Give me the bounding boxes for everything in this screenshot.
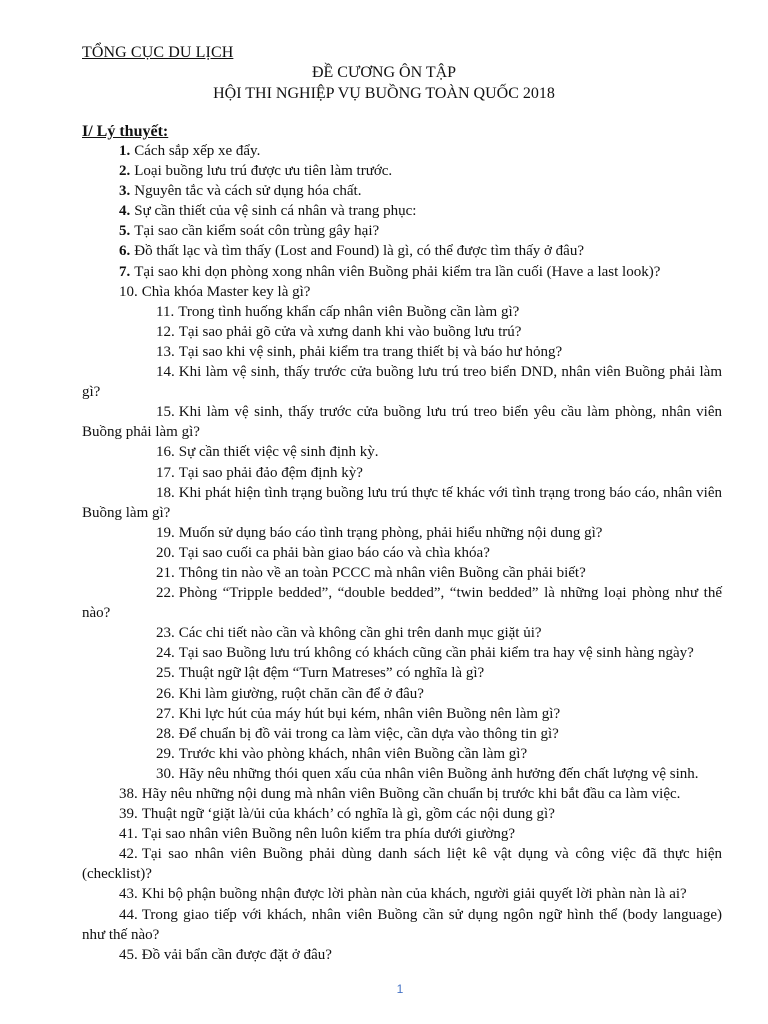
question-item <box>82 844 722 884</box>
question-item <box>82 342 722 362</box>
question-item <box>82 523 722 543</box>
question-text: Trong giao tiếp với khách, nhân viên Buồng cần sử dụng ngôn ngữ hình thể (body language) như thế nào? <box>82 906 722 943</box>
question-text: Tại sao Buồng lưu trú không có khách cũng cần phải kiểm tra hay vệ sinh hàng ngày? <box>178 645 694 662</box>
question-text: Tại sao cần kiểm soát côn trùng gây hại? <box>134 223 380 240</box>
question-item <box>82 282 722 302</box>
question-item <box>82 583 722 623</box>
question-text: Phòng “Tripple bedded”, “double bedded”, “twin bedded” là những loại phòng như thế nào? <box>82 585 722 622</box>
question-number: 2. <box>119 163 131 180</box>
question-number: 22. <box>156 585 175 602</box>
question-item <box>82 402 722 442</box>
question-text: Tại sao khi dọn phòng xong nhân viên Buồng phải kiểm tra lần cuối (Have a last look)? <box>134 263 661 280</box>
question-item <box>82 262 722 282</box>
question-text: Tại sao cuối ca phải bàn giao báo cáo và chìa khóa? <box>178 544 490 561</box>
question-text: Thông tin nào về an toàn PCCC mà nhân viên Buồng cần phải biết? <box>178 564 586 581</box>
question-item <box>82 643 722 663</box>
question-number: 18. <box>156 484 175 501</box>
question-number: 3. <box>119 183 131 200</box>
question-number: 23. <box>156 625 175 642</box>
question-number: 17. <box>156 464 175 481</box>
question-text: Thuật ngữ ‘giặt là/ủi của khách’ có nghĩa là gì, gồm các nội dung gì? <box>141 806 555 823</box>
question-text: Trong tình huống khẩn cấp nhân viên Buồng cần làm gì? <box>178 303 520 320</box>
question-number: 11. <box>156 303 175 320</box>
question-item <box>82 884 722 904</box>
question-number: 44. <box>119 906 138 923</box>
question-item <box>82 201 722 221</box>
question-number: 16. <box>156 444 175 461</box>
question-number: 43. <box>119 886 138 903</box>
question-text: Tại sao nhân viên Buồng nên luôn kiểm tra phía dưới giường? <box>141 826 516 843</box>
question-number: 1. <box>119 143 131 159</box>
question-item <box>82 442 722 462</box>
question-item <box>82 804 722 824</box>
question-item <box>82 221 722 241</box>
question-item <box>82 483 722 523</box>
question-number: 42. <box>119 846 138 863</box>
question-text: Khi phát hiện tình trạng buồng lưu trú thực tế khác với tình trạng trong báo cáo, nhân viên Buồng làm gì? <box>82 484 722 521</box>
question-number: 19. <box>156 524 175 541</box>
question-number: 26. <box>156 685 175 702</box>
question-text: Hãy nêu những thói quen xấu của nhân viên Buồng ảnh hưởng đến chất lượng vệ sinh. <box>178 765 699 782</box>
question-item <box>82 764 722 784</box>
question-item <box>82 463 722 483</box>
question-number: 21. <box>156 564 175 581</box>
question-text: Hãy nêu những nội dung mà nhân viên Buồng cần chuẩn bị trước khi bắt đầu ca làm việc. <box>141 786 681 802</box>
question-number: 15. <box>156 404 175 421</box>
question-item <box>82 945 722 965</box>
document-title: ĐỀ CƯƠNG ÔN TẬP <box>311 64 457 81</box>
question-item <box>82 684 722 704</box>
question-text: Thuật ngữ lật đệm “Turn Matreses” có nghĩa là gì? <box>178 665 485 682</box>
question-text: Nguyên tắc và cách sử dụng hóa chất. <box>134 183 362 200</box>
question-text: Sự cần thiết của vệ sinh cá nhân và trang phục: <box>134 203 417 220</box>
question-text: Để chuẩn bị đồ vải trong ca làm việc, cần dựa vào thông tin gì? <box>178 725 559 742</box>
question-item <box>82 302 722 322</box>
question-list <box>82 141 722 965</box>
question-number: 24. <box>156 645 175 662</box>
question-item <box>82 322 722 342</box>
question-item <box>82 181 722 201</box>
question-text: Chìa khóa Master key là gì? <box>141 283 311 300</box>
question-number: 5. <box>119 223 131 240</box>
question-number: 27. <box>156 705 175 722</box>
question-number: 4. <box>119 203 131 220</box>
question-number: 38. <box>119 786 138 802</box>
question-text: Các chi tiết nào cần và không cần ghi trên danh mục giặt ủi? <box>178 625 542 642</box>
question-text: Tại sao phải gõ cửa và xưng danh khi vào buồng lưu trú? <box>178 323 522 340</box>
question-item <box>82 663 722 683</box>
question-number: 30. <box>156 765 175 782</box>
question-item <box>82 824 722 844</box>
question-item <box>82 241 722 261</box>
page-number: 1 <box>396 982 404 996</box>
question-item <box>82 563 722 583</box>
document-subtitle: HỘI THI NGHIỆP VỤ BUỒNG TOÀN QUỐC 2018 <box>213 85 555 102</box>
question-text: Khi làm giường, ruột chăn cần để ở đâu? <box>178 685 424 702</box>
question-number: 6. <box>119 243 131 260</box>
question-number: 13. <box>156 343 175 360</box>
question-number: 28. <box>156 725 175 742</box>
question-text: Muốn sử dụng báo cáo tình trạng phòng, phải hiểu những nội dung gì? <box>178 524 603 541</box>
question-number: 20. <box>156 544 175 561</box>
question-text: Tại sao khi vệ sinh, phải kiểm tra trang thiết bị và báo hư hỏng? <box>178 343 563 360</box>
question-number: 39. <box>119 806 138 823</box>
question-item <box>82 905 722 945</box>
question-item <box>82 362 722 402</box>
question-item <box>82 704 722 724</box>
question-number: 10. <box>119 283 138 300</box>
question-text: Trước khi vào phòng khách, nhân viên Buồng cần làm gì? <box>178 745 528 762</box>
question-number: 7. <box>119 263 131 280</box>
question-text: Cách sắp xếp xe đẩy. <box>134 143 261 159</box>
question-item <box>82 543 722 563</box>
question-number: 45. <box>119 946 138 963</box>
question-text: Tại sao phải đảo đệm định kỳ? <box>178 464 363 481</box>
question-number: 12. <box>156 323 175 340</box>
question-text: Đồ vải bẩn cần được đặt ở đâu? <box>141 946 332 963</box>
question-text: Sự cần thiết việc vệ sinh định kỳ. <box>178 444 379 461</box>
question-number: 41. <box>119 826 138 843</box>
question-item <box>82 141 722 161</box>
question-text: Khi lực hút của máy hút bụi kém, nhân viên Buồng nên làm gì? <box>178 705 561 722</box>
question-text: Khi làm vệ sinh, thấy trước cửa buồng lưu trú treo biển DND, nhân viên Buồng phải làm gì? <box>82 364 722 401</box>
organization-name: TỔNG CỤC DU LỊCH <box>82 44 234 61</box>
question-item <box>82 744 722 764</box>
question-item <box>82 784 722 804</box>
question-number: 29. <box>156 745 175 762</box>
question-text: Khi làm vệ sinh, thấy trước cửa buồng lưu trú treo biển yêu cầu làm phòng, nhân viên Buồng phải làm gì? <box>82 404 722 441</box>
question-number: 25. <box>156 665 175 682</box>
question-text: Loại buồng lưu trú được ưu tiên làm trước. <box>134 163 393 180</box>
question-text: Đồ thất lạc và tìm thấy (Lost and Found) là gì, có thể được tìm thấy ở đâu? <box>134 243 584 260</box>
question-text: Khi bộ phận buồng nhận được lời phàn nàn của khách, người giải quyết lời phàn nàn là ai? <box>141 886 687 903</box>
question-item <box>82 724 722 744</box>
question-number: 14. <box>156 364 175 381</box>
question-text: Tại sao nhân viên Buồng phải dùng danh sách liệt kê vật dụng và công việc đã thực hiện (checklist)? <box>82 846 722 883</box>
section-heading: I/ Lý thuyết: <box>82 123 169 140</box>
question-item <box>82 161 722 181</box>
question-item <box>82 623 722 643</box>
